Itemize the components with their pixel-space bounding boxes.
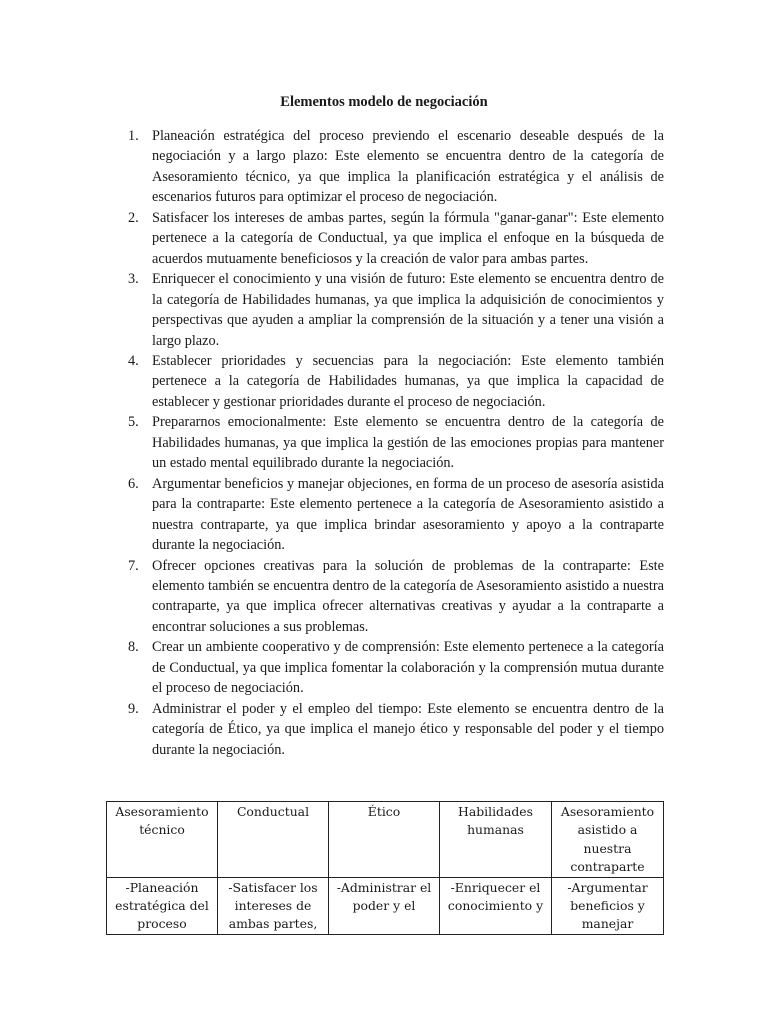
list-item	[108, 637, 664, 698]
list-item-text: Ofrecer opciones creativas para la solución de problemas de la contraparte: Este elemento también se encuentra dentro de la categoría de Asesoramiento asistido a nuestra contraparte, ya que implica ofrecer alternativas creativas y ayudar a la contraparte a encontrar soluciones a sus problemas.	[152, 557, 664, 635]
list-item-text: Satisfacer los intereses de ambas partes, según la fórmula "ganar-ganar": Este elemento pertenece a la categoría de Conductual, ya que implica el enfoque en la búsqueda de acuerdos mutuamente beneficiosos y la creación de valor para ambas partes.	[152, 209, 664, 267]
list-item-text: Enriquecer el conocimiento y una visión de futuro: Este elemento se encuentra dentro de la categoría de Habilidades humanas, ya que implica la adquisición de conocimientos y perspectivas que ayuden a ampliar la comprensión de la situación y a tener una visión a largo plazo.	[152, 271, 664, 349]
list-item-text: Prepararnos emocionalmente: Este elemento se encuentra dentro de la categoría de Habilidades humanas, ya que implica la gestión de las emociones propias para mantener un estado mental equilibrado durante la negociación.	[152, 414, 664, 472]
list-item	[108, 412, 664, 473]
list-item	[108, 126, 664, 208]
list-item-number: 3.	[128, 271, 139, 288]
table-header-cell: Habilidades humanas	[440, 802, 552, 878]
list-item-text: Administrar el poder y el empleo del tiempo: Este elemento se encuentra dentro de la categoría de Ético, ya que implica el manejo ético y responsable del poder y el tiempo durante la negociación.	[152, 700, 664, 758]
list-item-number: 1.	[128, 128, 139, 144]
list-item-number: 7.	[128, 557, 139, 574]
list-item-number: 8.	[128, 639, 139, 656]
table-cell: -Administrar el poder y el	[329, 877, 440, 934]
list-item-number: 9.	[128, 700, 139, 717]
table-header-cell: Asesoramiento asistido a nuestra contraparte	[552, 802, 664, 878]
list-item	[108, 699, 664, 760]
elements-list	[108, 126, 664, 760]
table-header-cell: Asesoramiento técnico	[107, 802, 218, 878]
list-item	[108, 208, 664, 269]
table-row	[107, 877, 664, 934]
list-item-text: Planeación estratégica del proceso previendo el escenario deseable después de la negociación y a largo plazo: Este elemento se encuentra dentro de la categoría de Asesoramiento técnico, ya que implica la planificación estratégica y el análisis de escenarios futuros para optimizar el proceso de negociación.	[152, 128, 664, 206]
list-item-text: Argumentar beneficios y manejar objeciones, en forma de un proceso de asesoría asistida para la contraparte: Este elemento pertenece a la categoría de Asesoramiento asistido a nuestra contraparte, ya que implica brindar asesoramiento y apoyo a la contraparte durante la negociación.	[152, 475, 664, 554]
table-header-cell: Conductual	[218, 802, 329, 878]
table-cell: -Planeación estratégica del proceso	[107, 877, 218, 934]
table-header-row	[107, 802, 664, 878]
table-header-cell: Ético	[329, 802, 440, 878]
list-item	[108, 351, 664, 412]
list-item	[108, 474, 664, 556]
table-cell: -Argumentar beneficios y manejar	[552, 877, 664, 934]
list-item	[108, 269, 664, 351]
document-title: Elementos modelo de negociación	[280, 94, 488, 110]
table-cell: -Enriquecer el conocimiento y	[440, 877, 552, 934]
table-cell: -Satisfacer los intereses de ambas partes,	[218, 877, 329, 934]
list-item-number: 2.	[128, 209, 139, 226]
list-item-text: Crear un ambiente cooperativo y de comprensión: Este elemento pertenece a la categoría de Conductual, ya que implica fomentar la colaboración y la comprensión mutua durante el proceso de negociación.	[152, 639, 664, 697]
list-item-number: 5.	[128, 414, 139, 431]
list-item	[108, 556, 664, 638]
list-item-text: Establecer prioridades y secuencias para la negociación: Este elemento también pertenece a la categoría de Habilidades humanas, ya que implica la capacidad de establecer y gestionar prioridades durante el proceso de negociación.	[152, 352, 664, 410]
category-table	[106, 801, 664, 935]
list-item-number: 4.	[128, 352, 139, 369]
list-item-number: 6.	[128, 475, 139, 492]
